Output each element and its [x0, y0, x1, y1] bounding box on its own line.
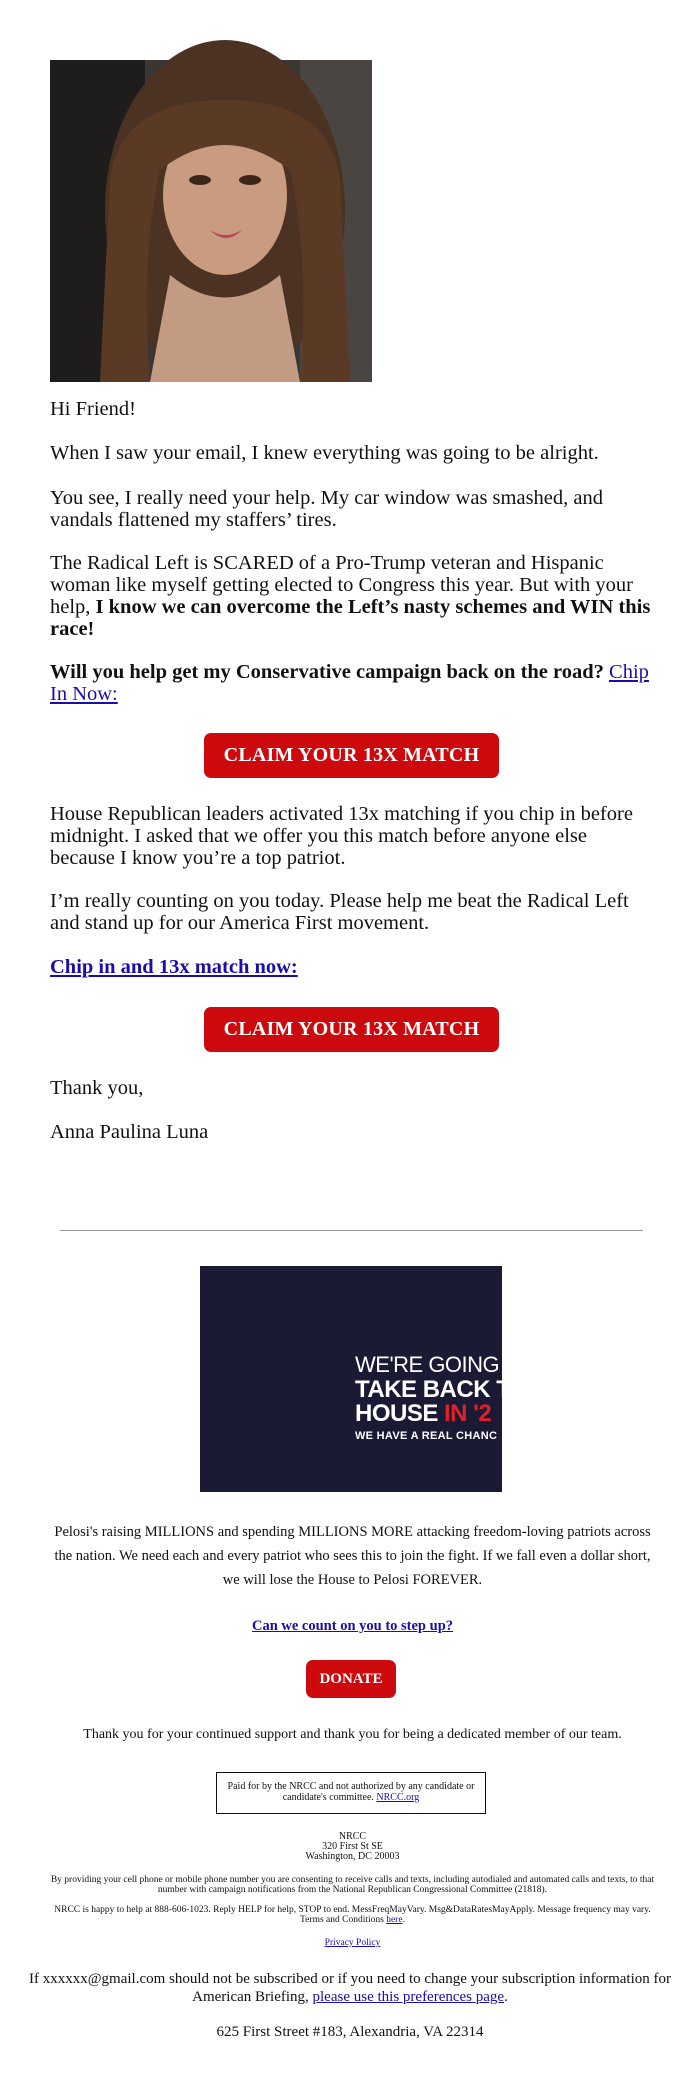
- mailing-address: [50, 1832, 655, 1862]
- chip-in-match-link[interactable]: Chip in and 13x match now:: [50, 956, 298, 978]
- preferences-link[interactable]: please use this preferences page: [312, 1989, 505, 2005]
- divider: [60, 1230, 643, 1231]
- terms-link[interactable]: here: [386, 1915, 403, 1925]
- signoff: Thank you,: [50, 1077, 144, 1099]
- step-up-line: [50, 1618, 655, 1635]
- banner-line-4: WE HAVE A REAL CHANC: [355, 1430, 498, 1442]
- paragraph-chip-in: [50, 661, 655, 705]
- thanks-team: Thank you for your continued support and thank you for being a dedicated member of our team.: [83, 1727, 622, 1742]
- paragraph-matching: House Republican leaders activated 13x matching if you chip in before midnight. I asked that we offer you this match before anyone else because I know you’re a top patriot.: [50, 803, 633, 869]
- banner-line-1: WE'RE GOING T: [355, 1352, 518, 1377]
- portrait-illustration: [50, 60, 372, 382]
- banner-line-2: TAKE BACK TH: [355, 1376, 528, 1403]
- portrait-photo: [50, 60, 372, 382]
- street-address: 625 First Street #183, Alexandria, VA 22314: [216, 2024, 484, 2040]
- unsubscribe-text: If xxxxxx@gmail.com should not be subscribed or if you need to change your subscription information for American Briefing, please use this preferences page.: [28, 1971, 672, 2005]
- paid-for-text: Paid for by the NRCC and not authorized by any candidate or candidate's committee.: [227, 1781, 475, 1803]
- help-text-body: NRCC is happy to help at 888-606-1023. Reply HELP for help, STOP to end. MessFreqMayVary. Msg&DataRatesMayApply. Message frequency may vary. Terms and Conditions: [54, 1905, 651, 1925]
- signature: Anna Paulina Luna: [50, 1121, 209, 1143]
- paragraph-radical-left: [50, 552, 655, 640]
- unsubscribe-body: If xxxxxx@gmail.com should not be subscribed or if you need to change your subscription information for American Briefing,: [28, 1971, 672, 2005]
- claim-match-button-2[interactable]: CLAIM YOUR 13X MATCH: [204, 1007, 499, 1052]
- banner-line-3-white: HOUSE: [355, 1400, 445, 1427]
- help-text: NRCC is happy to help at 888-606-1023. Reply HELP for help, STOP to end. MessFreqMayVary. Msg&DataRatesMayApply. Message frequency may vary. Terms and Conditions here.: [54, 1905, 651, 1925]
- paragraph-radical-left-bold: I know we can overcome the Left’s nasty schemes and WIN this race!: [50, 596, 651, 640]
- nrcc-link[interactable]: NRCC.org: [376, 1792, 420, 1803]
- address-line-2: Washington, DC 20003: [305, 1851, 400, 1862]
- privacy-line: [50, 1938, 655, 1948]
- step-up-link[interactable]: Can we count on you to step up?: [251, 1618, 454, 1634]
- consent-text: By providing your cell phone or mobile phone number you are consenting to receive calls and texts, including autodialed and automated calls and texts, to that number with campaign notifications from the National Republican Congressional Committee (21818).: [50, 1875, 655, 1895]
- address-line-1: 320 First St SE: [322, 1841, 383, 1852]
- chip-in-question: Will you help get my Conservative campaign back on the road?: [50, 661, 604, 683]
- paragraph-alright: When I saw your email, I knew everything was going to be alright.: [50, 442, 599, 464]
- take-back-house-banner[interactable]: [200, 1266, 528, 1492]
- banner-line-3-red: IN '2: [444, 1400, 492, 1427]
- privacy-policy-link[interactable]: Privacy Policy: [324, 1938, 381, 1948]
- org-name: NRCC: [338, 1831, 367, 1842]
- claim-match-button-1[interactable]: CLAIM YOUR 13X MATCH: [204, 733, 499, 778]
- paragraph-counting-on-you: I’m really counting on you today. Please help me beat the Radical Left and stand up for our America First movement.: [50, 890, 629, 934]
- greeting: Hi Friend!: [50, 398, 136, 420]
- donate-button[interactable]: DONATE: [306, 1660, 396, 1698]
- paragraph-radical-left-text: The Radical Left is SCARED of a Pro-Trump veteran and Hispanic woman like myself getting elected to Congress this year. But with your help,: [50, 552, 634, 618]
- paragraph-need-help: You see, I really need your help. My car window was smashed, and vandals flattened my staffers’ tires.: [50, 487, 603, 531]
- paid-for-box: [216, 1772, 486, 1814]
- chip-in-now-link[interactable]: Chip In Now:: [50, 661, 649, 705]
- paragraph-chip-in-match: [50, 956, 655, 978]
- pelosi-paragraph: Pelosi's raising MILLIONS and spending MILLIONS MORE attacking freedom-loving patriots across the nation. We need each and every patriot who sees this to join the fight. If we fall even a dollar short, we will lose the House to Pelosi FOREVER.: [54, 1524, 651, 1588]
- banner-line-3: [355, 1400, 491, 1428]
